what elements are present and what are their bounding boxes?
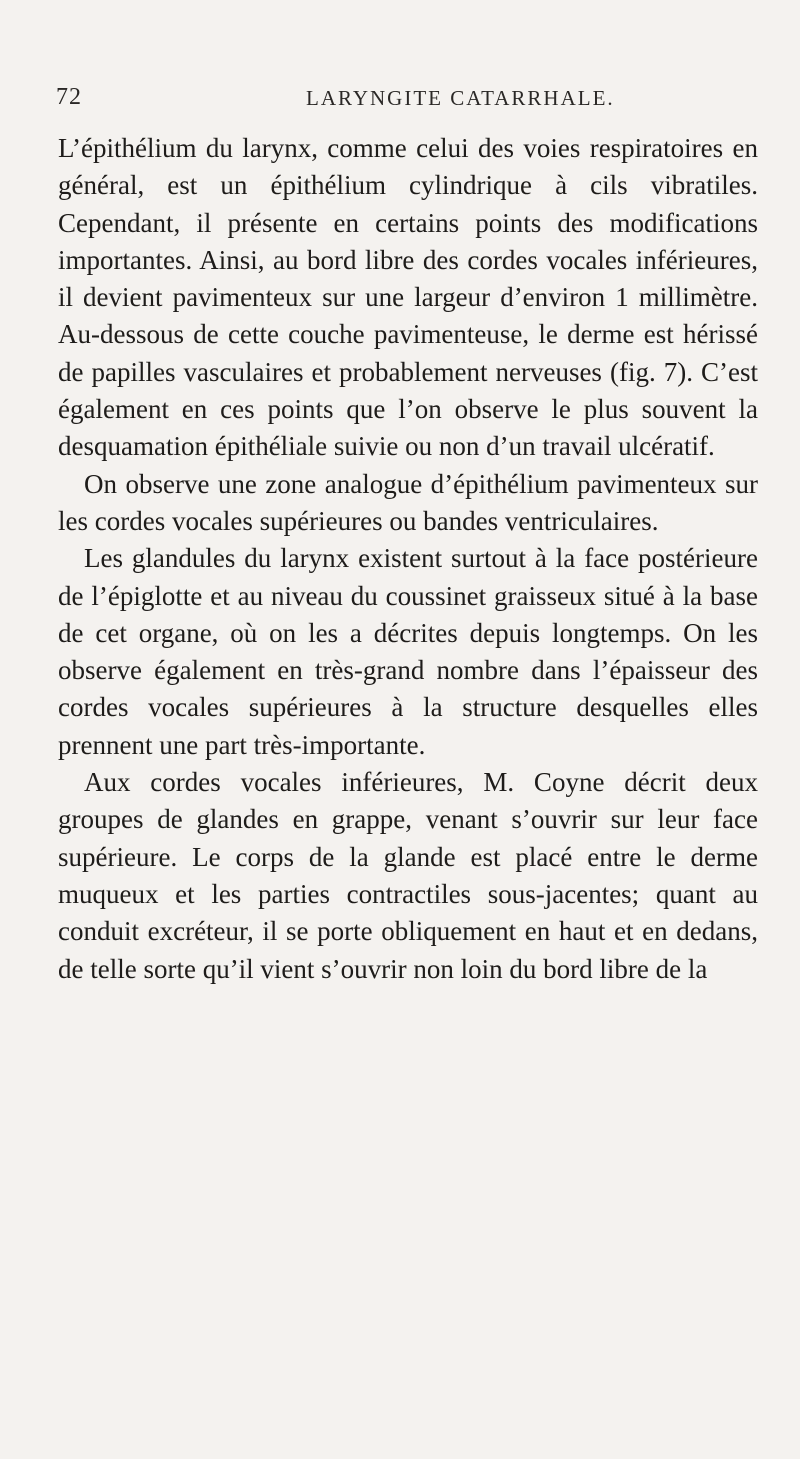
paragraph-epithelium: L’épithélium du larynx, comme celui des voies respiratoires en général, est un épithélium cylindrique à cils vibratiles. Cependant, il présente en certains points des modifications importantes. Ainsi, au bord libre des cordes vocales inférieures, il devient pavimenteux sur une largeur d’environ 1 millimètre. Au-dessous de cette couche pavimenteuse, le derme est hérissé de papilles vasculaires et probablement nerveuses (fig. 7). C’est également en ces points que l’on observe le plus souvent la desquamation épithéliale suivie ou non d’un travail ulcératif. [58, 133, 758, 462]
paragraph-inferior-vocal-cords: Aux cordes vocales inférieures, M. Coyne décrit deux groupes de glandes en grappe, venant s’ouvrir sur leur face supérieure. Le corps de la glande est placé entre le derme muqueux et les parties contractiles sous-jacentes; quant au conduit excréteur, il se porte obliquement en haut et en dedans, de telle sorte qu’il vient s’ouvrir non loin du bord libre de la [58, 767, 758, 984]
paragraph-glandules: Les glandules du larynx existent surtout à la face postérieure de l’épiglotte et au niveau du coussinet graisseux situé à la base de cet organe, où on les a décrites depuis longtemps. On les observe également en très-grand nombre dans l’épaisseur des cordes vocales supérieures à la structure desquelles elles prennent une part très-importante. [58, 543, 758, 760]
paragraph-ventricular-bands: On observe une zone analogue d’épithélium pavimenteux sur les cordes vocales supérieures ou bandes ventriculaires. [58, 468, 758, 536]
body-text [58, 130, 758, 988]
running-title: LARYNGITE CATARRHALE. [306, 86, 615, 110]
page-number: 72 [56, 84, 82, 110]
running-head [56, 84, 756, 120]
